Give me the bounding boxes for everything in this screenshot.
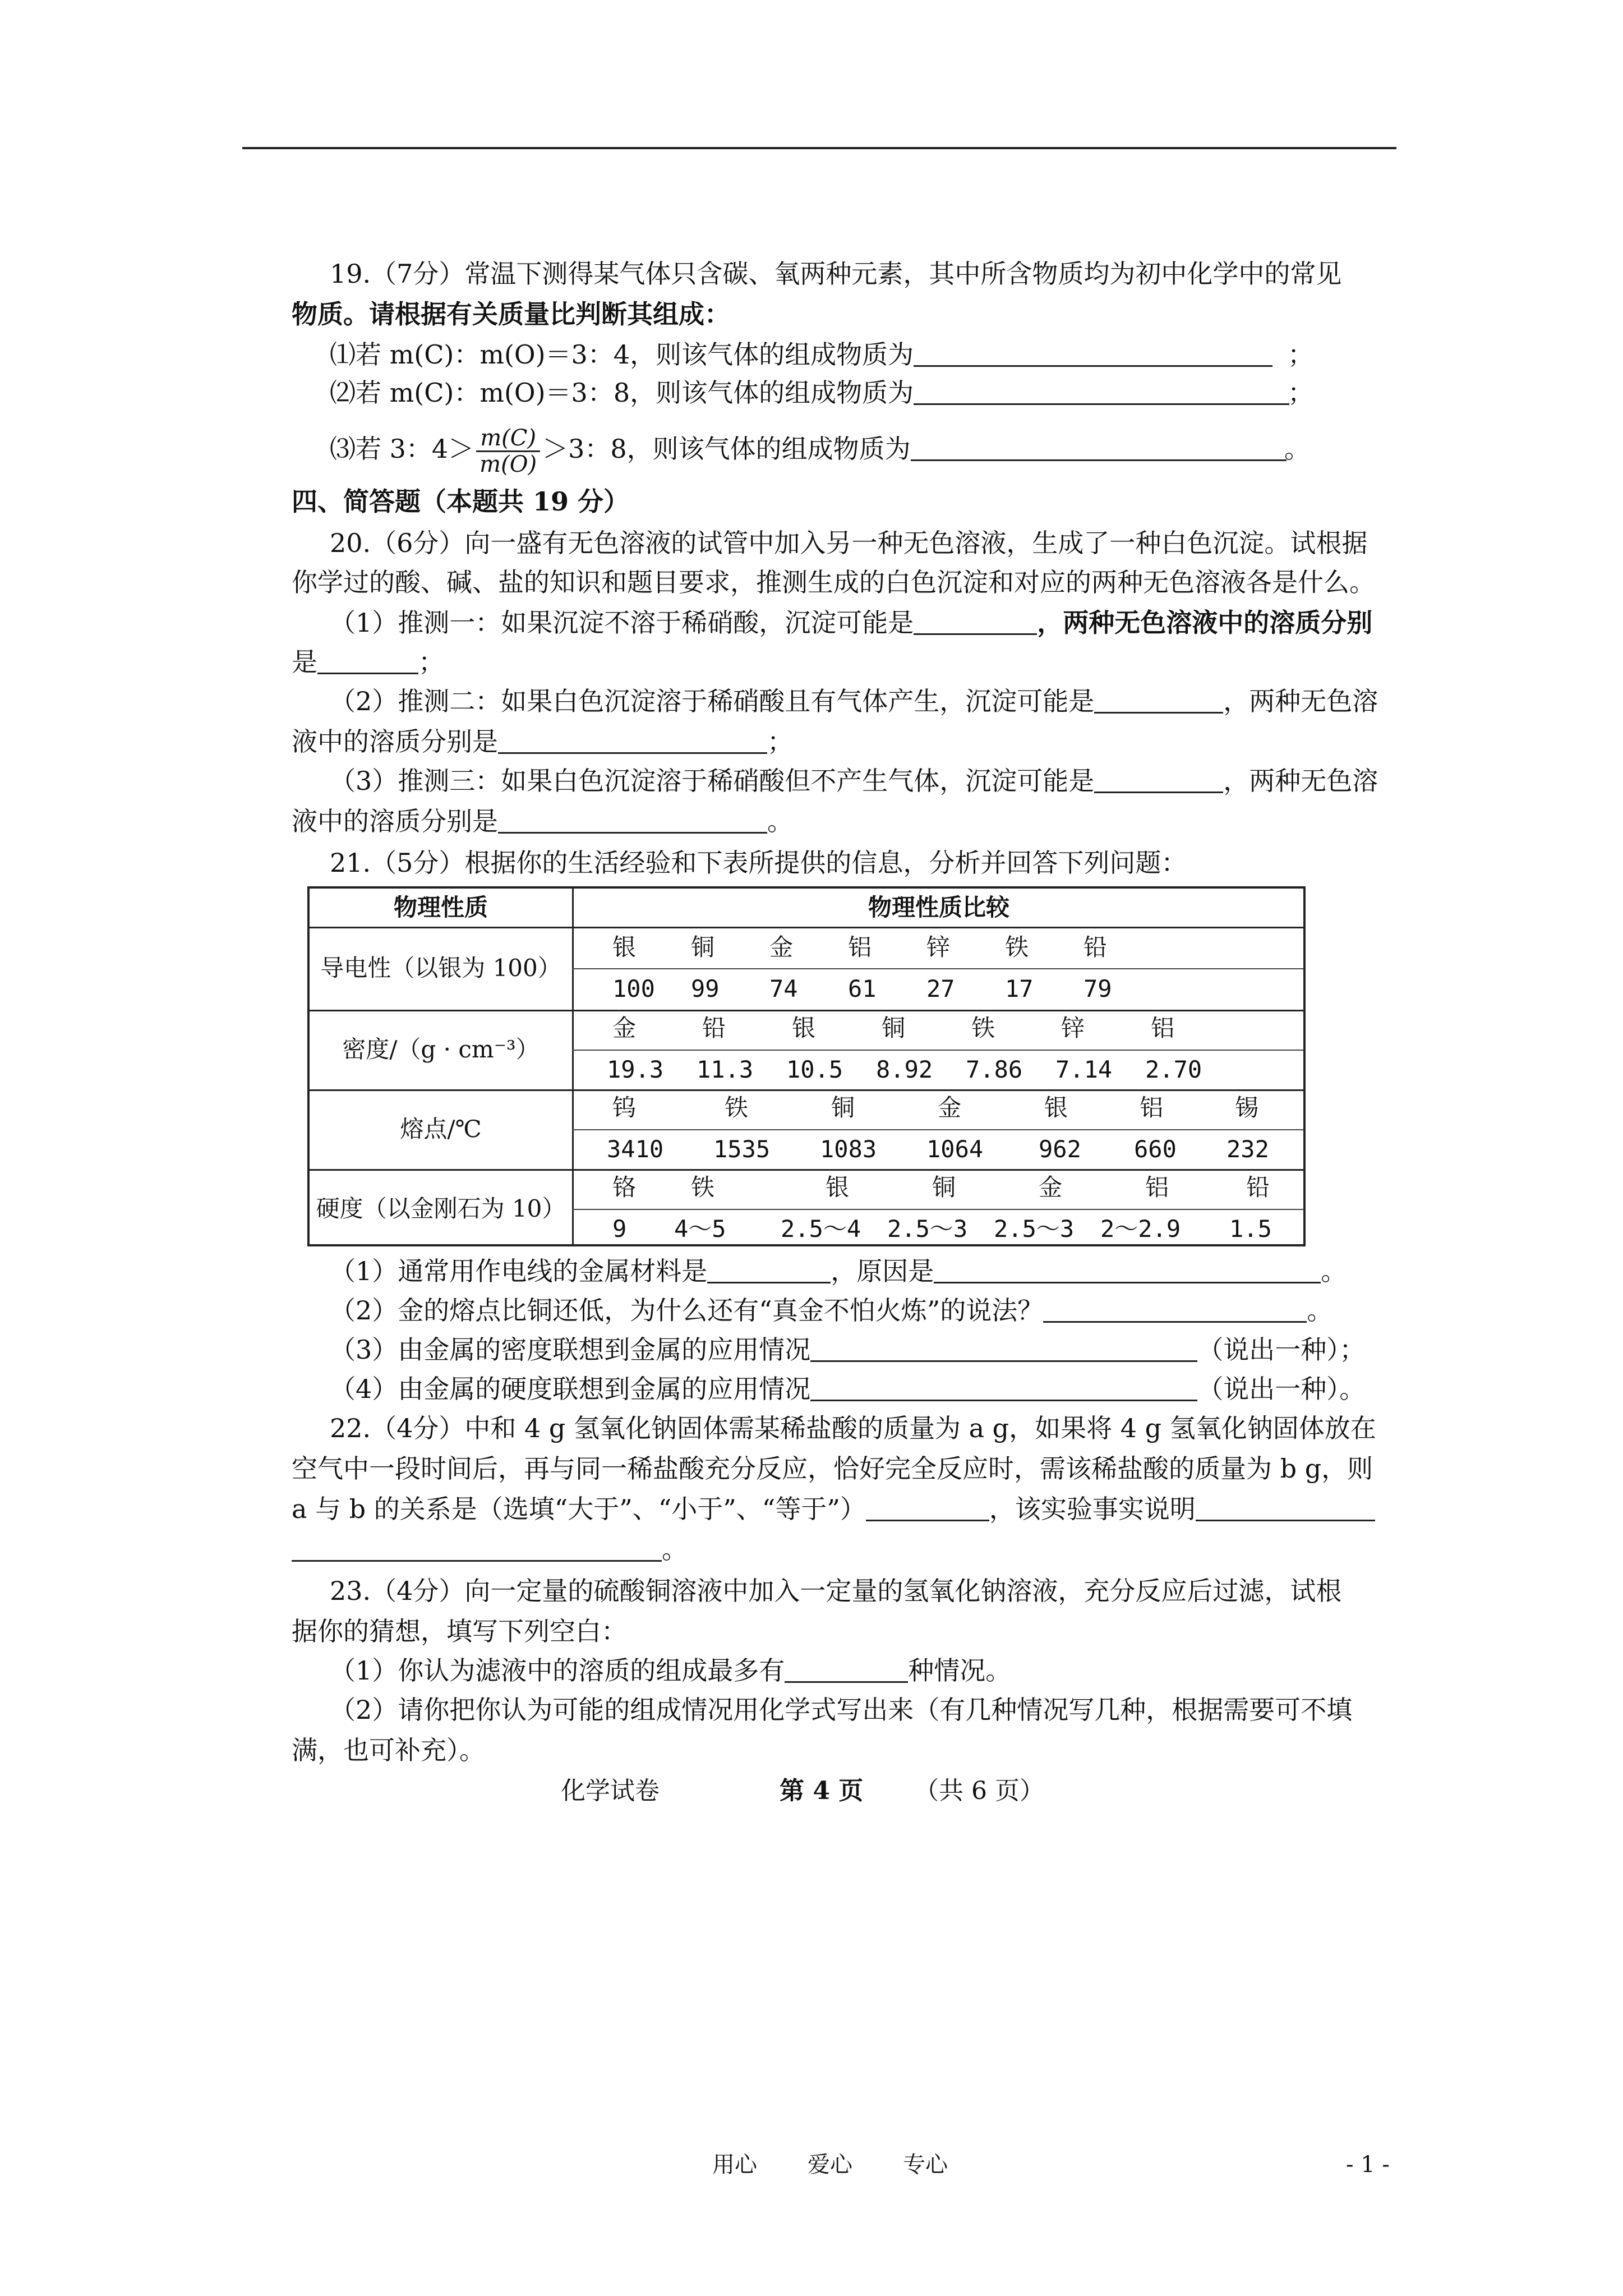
q22-answer-blank-2[interactable] — [1196, 1497, 1375, 1521]
metal-name: 铜 — [932, 1174, 956, 1201]
q20-part3-text-c: 液中的溶质分别是 — [292, 806, 498, 836]
q20-part1 — [330, 607, 1372, 638]
value: 2.5～3 — [887, 1215, 968, 1243]
q19-part1-text: ⑴若 m(C)：m(O)＝3：4，则该气体的组成物质为 — [330, 339, 914, 370]
q20-part1-cont — [292, 646, 444, 678]
metal-name: 铁 — [1005, 933, 1029, 961]
value: 3410 — [607, 1135, 664, 1163]
q20-part2 — [330, 685, 1378, 717]
value: 17 — [1005, 975, 1034, 1002]
q21-part3-text-b: （说出一种）； — [1197, 1335, 1366, 1365]
metal-name: 铝 — [1140, 1094, 1164, 1121]
q21-answer-blank-5[interactable] — [810, 1377, 1197, 1401]
q21-intro: 21.（5分）根据你的生活经验和下表所提供的信息，分析并回答下列问题： — [330, 848, 1187, 878]
q19-line2: 物质。请根据有关质量比判断其组成： — [292, 299, 730, 329]
q22-line4-text: 。 — [662, 1534, 688, 1565]
table-subrow-divider — [572, 1209, 1303, 1210]
q21-part1 — [330, 1255, 1347, 1287]
metal-name: 铜 — [831, 1094, 855, 1121]
bottom-motto-2: 爱心 — [808, 2152, 852, 2178]
q20-answer-blank-3[interactable] — [1094, 689, 1223, 714]
value: 232 — [1227, 1135, 1269, 1163]
q21-part3-text-a: （3）由金属的密度联想到金属的应用情况 — [330, 1335, 811, 1365]
q21-part2-text-b: 。 — [1307, 1295, 1333, 1326]
q22-line1: 22.（4分）中和 4 g 氢氧化钠固体需某稀盐酸的质量为 a g，如果将 4 g 氢氧化钠固体放在 — [330, 1413, 1376, 1443]
value: 7.14 — [1055, 1056, 1113, 1083]
row-label-density: 密度/（g · cm⁻³） — [342, 1036, 540, 1063]
metal-name: 铁 — [725, 1094, 749, 1121]
table-row-divider — [310, 1010, 1303, 1011]
q22-line2: 空气中一段时间后，再与同一稀盐酸充分反应，恰好完全反应时，需该稀盐酸的质量为 b g，则 — [292, 1453, 1373, 1484]
metal-name: 金 — [938, 1094, 962, 1121]
q19-part3-period: 。 — [1284, 434, 1310, 464]
q23-part1-text-a: （1）你认为滤液中的溶质的组成最多有 — [330, 1655, 785, 1686]
value: 1.5 — [1229, 1215, 1272, 1243]
q23-line2: 据你的猜想，填写下列空白： — [292, 1616, 627, 1646]
metal-name: 铜 — [691, 933, 715, 961]
table-subrow-divider — [572, 968, 1303, 969]
footer-total-pages: （共 6 页） — [914, 1777, 1044, 1805]
value: 7.86 — [966, 1056, 1023, 1083]
table-subrow-divider — [572, 1050, 1303, 1051]
metal-name: 铝 — [1145, 1174, 1169, 1201]
q20-part1-text-b: ，两种无色溶液中的溶质分别 — [1037, 608, 1373, 638]
q20-line1: 20.（6分）向一盛有无色溶液的试管中加入另一种无色溶液，生成了一种白色沉淀。试根据 — [330, 528, 1368, 558]
row-label-hardness: 硬度（以金刚石为 10） — [316, 1195, 566, 1222]
q20-answer-blank-6[interactable] — [498, 809, 767, 834]
q20-part3-cont — [292, 806, 793, 837]
q23-part1 — [330, 1655, 1011, 1686]
metal-name: 金 — [1039, 1174, 1063, 1201]
fraction-denominator: m(O) — [479, 451, 537, 477]
metal-name: 铅 — [1246, 1174, 1270, 1201]
metal-name: 铜 — [882, 1014, 906, 1042]
value: 10.5 — [786, 1056, 843, 1083]
metal-name: 锡 — [1235, 1094, 1259, 1121]
q21-part1-text-c: 。 — [1321, 1256, 1347, 1286]
value: 962 — [1039, 1135, 1081, 1163]
q21-part1-text-a: （1）通常用作电线的金属材料是 — [330, 1256, 708, 1286]
q20-part2-text-c: 液中的溶质分别是 — [292, 726, 498, 757]
metal-name: 铁 — [691, 1174, 715, 1201]
q20-answer-blank-2[interactable] — [317, 650, 418, 674]
q19-answer-blank-3[interactable] — [911, 437, 1287, 461]
value: 1064 — [926, 1135, 984, 1163]
metal-name: 钨 — [612, 1094, 637, 1121]
value: 1535 — [713, 1135, 771, 1163]
q19-line1: 19.（7分）常温下测得某气体只含碳、氧两种元素，其中所含物质均为初中化学中的常见 — [330, 259, 1342, 289]
table-row-divider — [310, 1169, 1303, 1171]
value: 11.3 — [697, 1056, 754, 1083]
q21-answer-blank-3[interactable] — [1043, 1299, 1307, 1323]
q19-part1 — [330, 339, 1272, 370]
q21-part1-text-b: ，原因是 — [831, 1256, 934, 1286]
value: 99 — [691, 975, 720, 1002]
q20-part3-text-d: 。 — [767, 806, 793, 836]
table-column-divider — [572, 889, 574, 1244]
q21-part4-text-b: （说出一种）。 — [1197, 1374, 1366, 1404]
q20-part2-cont — [292, 726, 793, 757]
row-label-conductivity: 导电性（以银为 100） — [320, 954, 561, 982]
footer-page-number: 第 4 页 — [780, 1777, 864, 1805]
q22-line3-text-a: a 与 b 的关系是（选填“大于”、“小于”、“等于”） — [292, 1494, 866, 1524]
q22-line4 — [292, 1534, 688, 1565]
row-label-melting-point: 熔点/℃ — [400, 1115, 482, 1143]
value: 74 — [769, 975, 798, 1002]
q21-answer-blank-1[interactable] — [707, 1259, 831, 1283]
bottom-motto-3: 专心 — [903, 2152, 948, 2178]
q20-part1-text-c: 是 — [292, 647, 317, 677]
metal-name: 铅 — [1083, 933, 1108, 961]
value: 4～5 — [674, 1215, 726, 1243]
q23-line1: 23.（4分）向一定量的硫酸铜溶液中加入一定量的氢氧化钠溶液，充分反应后过滤，试根 — [330, 1576, 1342, 1606]
q21-part2-text-a: （2）金的熔点比铜还低，为什么还有“真金不怕火炼”的说法？ — [330, 1295, 1044, 1326]
q21-part4-text-a: （4）由金属的硬度联想到金属的应用情况 — [330, 1374, 811, 1404]
q19-part2-text: ⑵若 m(C)：m(O)＝3：8，则该气体的组成物质为 — [330, 378, 914, 408]
value: 8.92 — [876, 1056, 933, 1083]
metal-name: 铁 — [971, 1014, 995, 1042]
q19-part3-post: ＞3：8，则该气体的组成物质为 — [542, 434, 911, 464]
mass-ratio-fraction — [476, 426, 540, 477]
q19-part3-pre: ⑶若 3：4＞ — [330, 434, 474, 464]
footer-subject: 化学试卷 — [561, 1777, 660, 1805]
value: 2.5～3 — [994, 1215, 1075, 1243]
table-header-divider — [310, 927, 1303, 928]
q21-part2 — [330, 1295, 1332, 1326]
q23-part2-cont: 满，也可补充）。 — [292, 1735, 485, 1765]
metal-name: 铬 — [612, 1174, 637, 1201]
metal-name: 锌 — [1061, 1014, 1085, 1042]
value: 2.70 — [1145, 1056, 1202, 1083]
q20-part3-text-a: （3）推测三：如果白色沉淀溶于稀硝酸但不产生气体，沉淀可能是 — [330, 766, 1095, 796]
q20-answer-blank-5[interactable] — [1094, 769, 1223, 793]
section-title: 四、简答题（本题共 19 分） — [292, 486, 630, 517]
q22-line3 — [292, 1493, 1375, 1525]
q19-answer-blank-1[interactable] — [914, 343, 1272, 367]
metal-properties-table — [307, 886, 1306, 1246]
q20-part1-text-d: ； — [418, 647, 444, 677]
metal-name: 银 — [826, 1174, 850, 1201]
q20-part1-text-a: （1）推测一：如果沉淀不溶于稀硝酸，沉淀可能是 — [330, 608, 914, 638]
value: 1083 — [820, 1135, 877, 1163]
top-rule — [242, 147, 1396, 149]
value: 660 — [1134, 1135, 1177, 1163]
value: 79 — [1083, 975, 1112, 1002]
q20-answer-blank-4[interactable] — [498, 730, 767, 754]
q20-part3 — [330, 765, 1378, 797]
q20-part2-text-d: ； — [767, 726, 793, 757]
q19-part2 — [330, 377, 1289, 408]
value: 27 — [926, 975, 955, 1002]
page-number: - 1 - — [1346, 2152, 1390, 2178]
q20-line2: 你学过的酸、碱、盐的知识和题目要求，推测生成的白色沉淀和对应的两种无色溶液各是什么。 — [292, 567, 1375, 597]
metal-name: 银 — [792, 1014, 816, 1042]
value: 100 — [612, 975, 655, 1002]
q19-part3 — [330, 421, 1287, 477]
q22-line3-text-b: ，该实验事实说明 — [989, 1494, 1196, 1524]
table-header-property: 物理性质 — [393, 894, 488, 921]
table-header-comparison: 物理性质比较 — [868, 894, 1009, 921]
metal-name: 铝 — [1151, 1014, 1175, 1042]
fraction-numerator: m(C) — [476, 426, 540, 452]
q21-part4 — [330, 1373, 1365, 1405]
q20-part3-text-b: ，两种无色溶 — [1223, 766, 1378, 796]
bottom-motto-1: 用心 — [712, 2152, 757, 2178]
table-subrow-divider — [572, 1129, 1303, 1130]
metal-name: 银 — [612, 933, 637, 961]
metal-name: 金 — [612, 1014, 637, 1042]
q19-part2-semicolon: ； — [1288, 378, 1313, 408]
table-row-divider — [310, 1089, 1303, 1091]
metal-name: 金 — [769, 933, 794, 961]
q20-answer-blank-1[interactable] — [914, 611, 1037, 635]
q22-answer-blank-1[interactable] — [866, 1497, 989, 1521]
value: 19.3 — [607, 1056, 664, 1083]
value: 9 — [612, 1215, 627, 1243]
q23-part1-text-b: 种情况。 — [908, 1655, 1012, 1686]
q21-answer-blank-2[interactable] — [934, 1259, 1321, 1283]
metal-name: 锌 — [926, 933, 951, 961]
q21-answer-blank-4[interactable] — [810, 1338, 1197, 1362]
metal-name: 铝 — [848, 933, 872, 961]
q19-answer-blank-2[interactable] — [914, 381, 1289, 405]
value: 2～2.9 — [1100, 1215, 1181, 1243]
metal-name: 铅 — [702, 1014, 726, 1042]
q23-part2: （2）请你把你认为可能的组成情况用化学式写出来（有几种情况写几种，根据需要可不填 — [330, 1695, 1353, 1725]
value: 2.5～4 — [781, 1215, 861, 1243]
q20-part2-text-b: ，两种无色溶 — [1223, 686, 1378, 716]
q22-answer-blank-3[interactable] — [292, 1538, 662, 1562]
q21-part3 — [330, 1334, 1365, 1365]
q20-part2-text-a: （2）推测二：如果白色沉淀溶于稀硝酸且有气体产生，沉淀可能是 — [330, 686, 1095, 716]
q19-part1-semicolon: ； — [1288, 339, 1313, 370]
q23-answer-blank-1[interactable] — [785, 1659, 908, 1683]
value: 61 — [848, 975, 877, 1002]
metal-name: 银 — [1044, 1094, 1068, 1121]
